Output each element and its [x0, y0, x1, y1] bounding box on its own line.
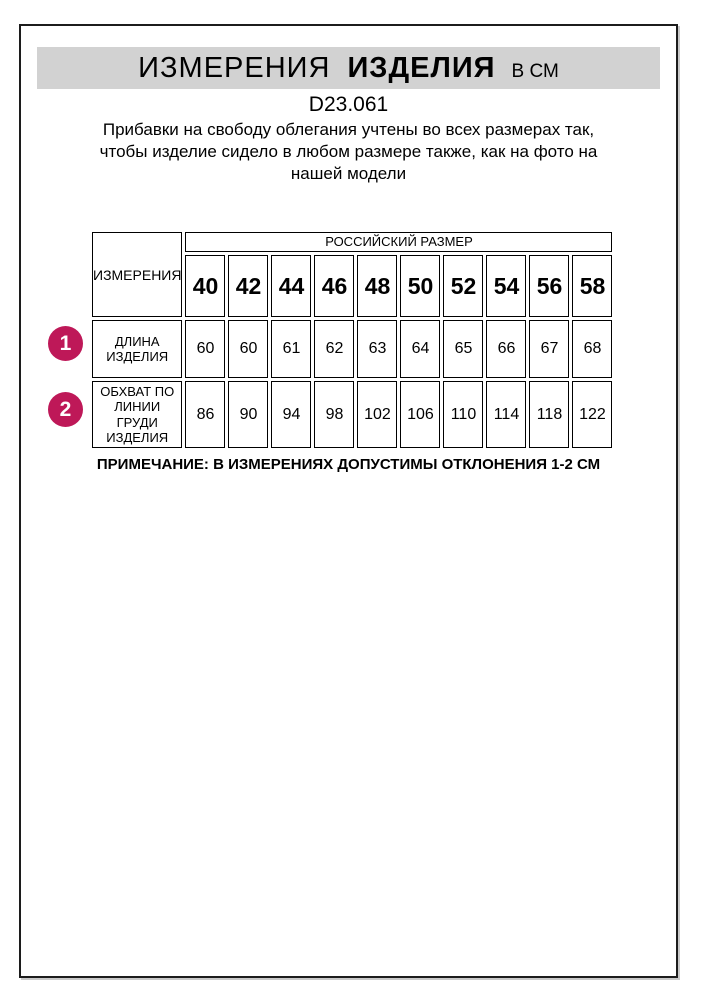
size-header-cell: 42 [228, 255, 268, 317]
title-bar [37, 47, 660, 89]
measurement-row [92, 320, 612, 378]
measurement-value-cell: 110 [443, 381, 483, 448]
measurement-value-cell: 68 [572, 320, 612, 378]
size-header-cell: 52 [443, 255, 483, 317]
measurement-row [92, 381, 612, 448]
tolerance-note: ПРИМЕЧАНИЕ: В ИЗМЕРЕНИЯХ ДОПУСТИМЫ ОТКЛОНЕНИЯ 1-2 СМ [96, 456, 601, 473]
size-header-cell: 50 [400, 255, 440, 317]
measurement-value-cell: 66 [486, 320, 526, 378]
measurement-value-cell: 64 [400, 320, 440, 378]
fit-description: Прибавки на свободу облегания учтены во всех размерах так, чтобы изделие сидело в любом размере также, как на фото на нашей модели [99, 120, 598, 184]
size-header-cell: 46 [314, 255, 354, 317]
measurement-value-cell: 86 [185, 381, 225, 448]
row-marker-2: 2 [48, 392, 83, 427]
size-header-cell: 58 [572, 255, 612, 317]
measurement-value-cell: 102 [357, 381, 397, 448]
russian-size-header-cell: РОССИЙСКИЙ РАЗМЕР [185, 232, 612, 252]
measurement-value-cell: 122 [572, 381, 612, 448]
measurement-value-cell: 118 [529, 381, 569, 448]
measurement-row-label: ДЛИНА ИЗДЕЛИЯ [92, 320, 182, 378]
measurement-value-cell: 94 [271, 381, 311, 448]
measurement-value-cell: 60 [228, 320, 268, 378]
size-header-cell: 44 [271, 255, 311, 317]
size-header-cell: 54 [486, 255, 526, 317]
page-title-measurements: ИЗМЕРЕНИЯ [138, 52, 331, 84]
measurement-value-cell: 62 [314, 320, 354, 378]
size-header-cell: 48 [357, 255, 397, 317]
measurements-header-cell: ИЗМЕРЕНИЯ [92, 232, 182, 317]
measurement-value-cell: 63 [357, 320, 397, 378]
size-table [89, 229, 615, 451]
table-header-row [92, 232, 612, 252]
measurement-value-cell: 61 [271, 320, 311, 378]
measurement-value-cell: 67 [529, 320, 569, 378]
page-title-product: ИЗДЕЛИЯ [347, 52, 496, 84]
product-code: D23.061 [308, 93, 389, 116]
row-marker-1: 1 [48, 326, 83, 361]
measurement-value-cell: 114 [486, 381, 526, 448]
page-title-unit: В СМ [511, 61, 559, 82]
measurement-value-cell: 90 [228, 381, 268, 448]
size-header-cell: 56 [529, 255, 569, 317]
measurement-value-cell: 65 [443, 320, 483, 378]
size-header-cell: 40 [185, 255, 225, 317]
measurement-row-label: ОБХВАТ ПО ЛИНИИ ГРУДИ ИЗДЕЛИЯ [92, 381, 182, 448]
measurement-sheet [19, 24, 678, 978]
measurement-value-cell: 106 [400, 381, 440, 448]
measurement-value-cell: 60 [185, 320, 225, 378]
measurement-value-cell: 98 [314, 381, 354, 448]
